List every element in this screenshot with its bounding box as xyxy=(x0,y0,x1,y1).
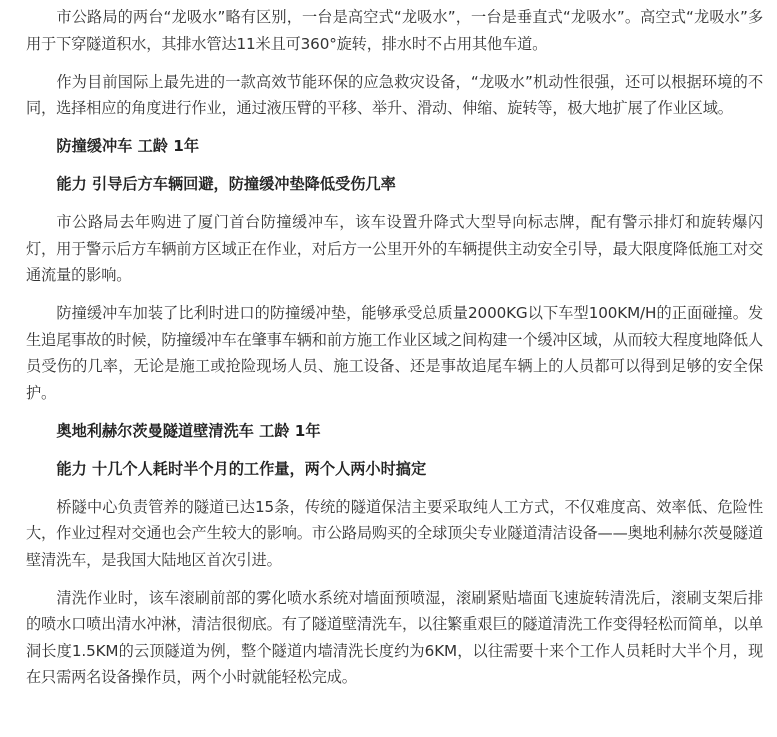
section-subheading-tunnel-washer-ability: 能力 十几个人耗时半个月的工作量，两个人两小时搞定 xyxy=(56,459,427,478)
paragraph-crash-cushion-purchase: 市公路局去年购进了厦门首台防撞缓冲车，该车设置升降式大型导向标志牌，配有警示排灯和旋转爆闪灯，用于警示后方车辆前方区域正在作业，对后方一公里开外的车辆提供主动安全引导，最大限度降低施工对交通流量的影响。 xyxy=(26,213,763,284)
paragraph-longxishui-mobility: 作为目前国际上最先进的一款高效节能环保的应急救灾设备，“龙吸水”机动性很强，还可以根据环境的不同，选择相应的角度进行作业，通过液压臂的平移、举升、滑动、伸缩、旋转等，极大地扩展了作业区域。 xyxy=(26,72,763,117)
paragraph-tunnel-washer-background: 桥隧中心负责管养的隧道已达15条，传统的隧道保洁主要采取纯人工方式，不仅难度高、效率低、危险性大，作业过程对交通也会产生较大的影响。市公路局购买的全球顶尖专业隧道清洁设备——奥地利赫尔茨曼隧道壁清洗车，是我国大陆地区首次引进。 xyxy=(26,497,763,569)
paragraph-longxishui-types: 市公路局的两台“龙吸水”略有区别，一台是高空式“龙吸水”，一台是垂直式“龙吸水”。高空式“龙吸水”多用于下穿隧道积水，其排水管达11米且可360°旋转，排水时不占用其他车道。 xyxy=(26,8,763,53)
section-heading-crash-cushion-truck: 防撞缓冲车 工龄 1年 xyxy=(56,137,200,155)
section-heading-tunnel-washer: 奥地利赫尔茨曼隧道壁清洗车 工龄 1年 xyxy=(56,421,321,440)
paragraph-crash-cushion-protection: 防撞缓冲车加装了比利时进口的防撞缓冲垫，能够承受总质量2000KG以下车型100KM/H的正面碰撞。发生追尾事故的时候，防撞缓冲车在肇事车辆和前方施工作业区域之间构建一个缓冲区域，从而较大程度地降低人员受伤的几率，无论是施工或抢险现场人员、施工设备、还是事故追尾车辆上的人员都可以得到足够的安全保护。 xyxy=(26,304,763,402)
paragraph-tunnel-washer-operation: 清洗作业时，该车滚刷前部的雾化喷水系统对墙面预喷湿，滚刷紧贴墙面飞速旋转清洗后，滚刷支架后排的喷水口喷出清水冲淋，清洁很彻底。有了隧道壁清洗车，以往繁重艰巨的隧道清洗工作变得轻松而简单，以单洞长度1.5KM的云顶隧道为例，整个隧道内墙清洗长度约为6KM，以往需要十来个工作人员耗时大半个月，现在只需两名设备操作员，两个小时就能轻松完成。 xyxy=(26,588,763,686)
section-subheading-crash-cushion-ability: 能力 引导后方车辆回避，防撞缓冲垫降低受伤几率 xyxy=(56,175,396,193)
